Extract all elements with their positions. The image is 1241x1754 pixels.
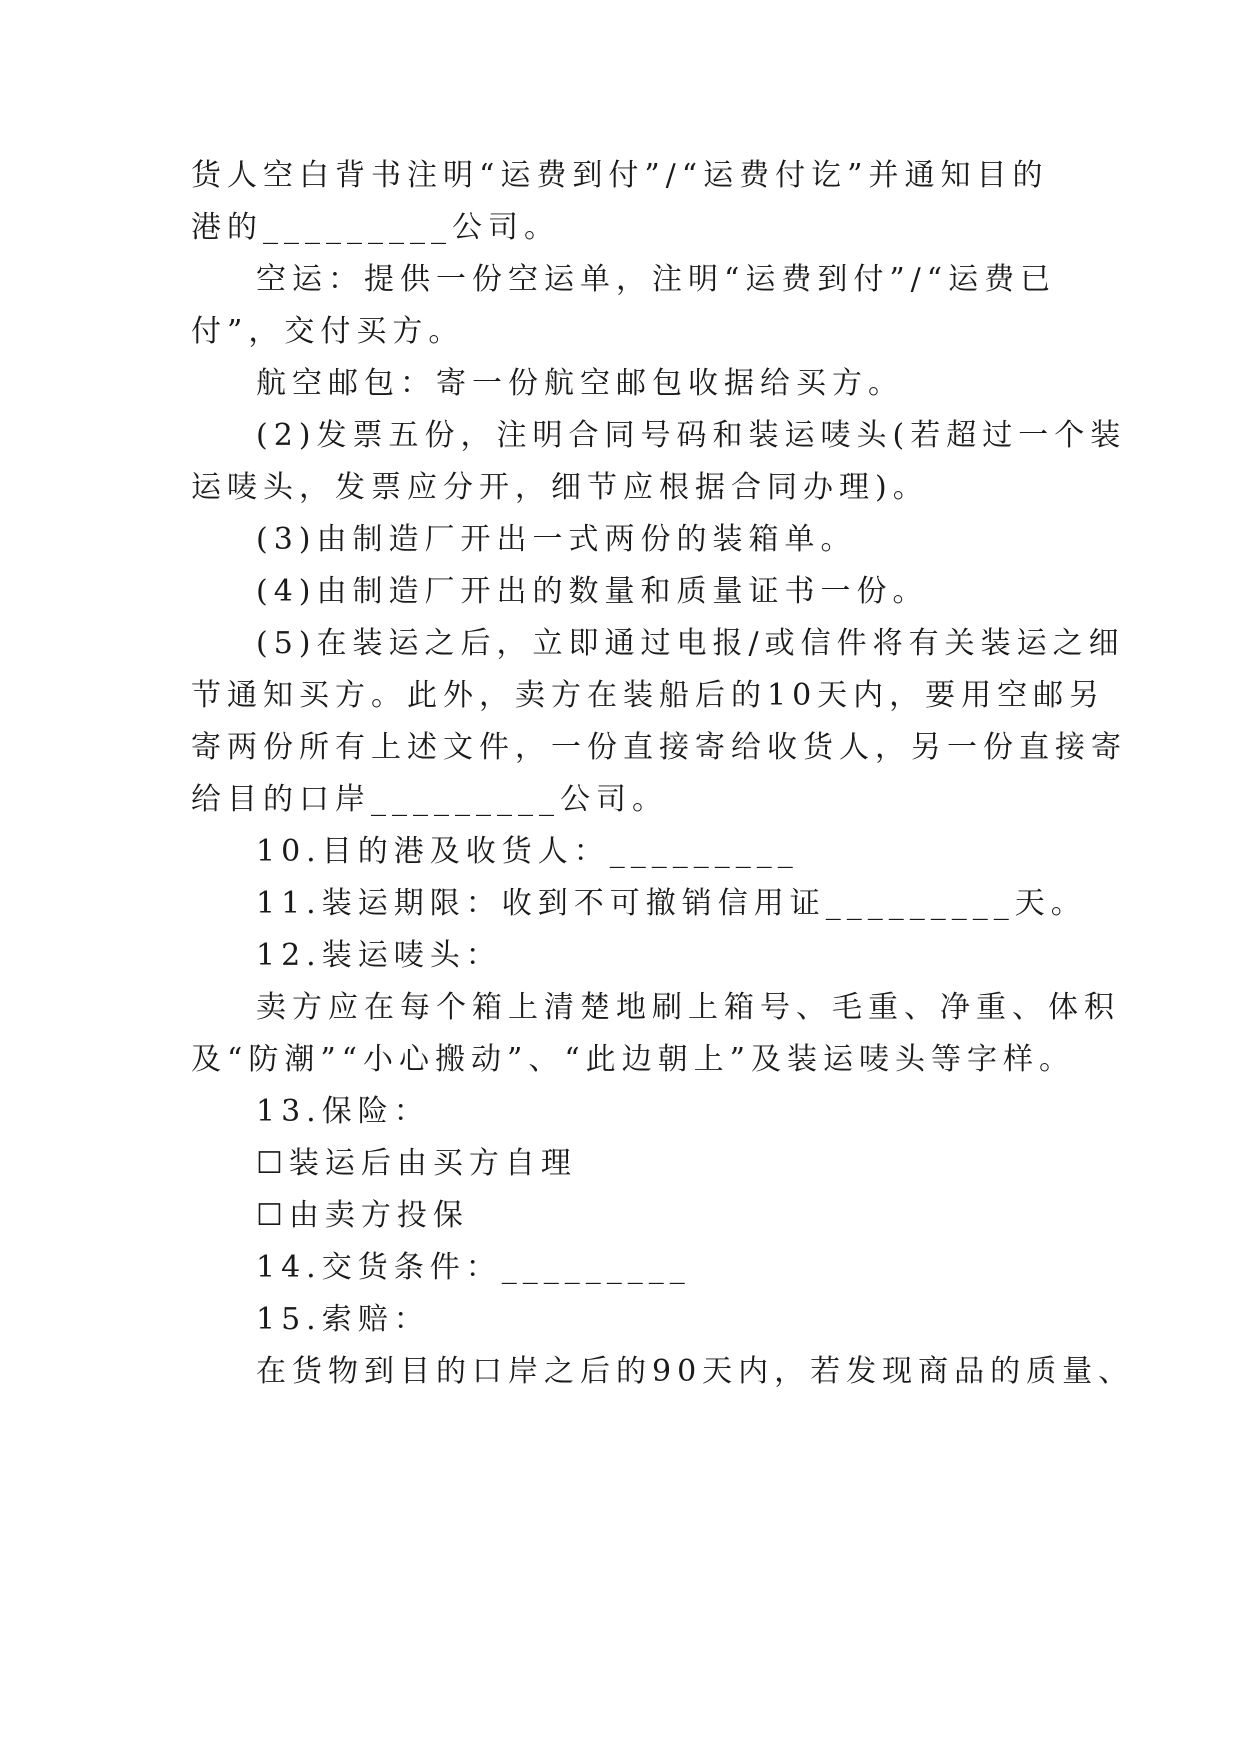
text-line: 11.装运期限：收到不可撤销信用证_________天。	[256, 886, 1087, 921]
text-line: 寄两份所有上述文件，一份直接寄给收货人，另一份直接寄	[191, 730, 1127, 765]
text-line: 节通知买方。此外，卖方在装船后的10天内，要用空邮另	[191, 678, 1106, 713]
text-line: 航空邮包：寄一份航空邮包收据给买方。	[256, 366, 904, 401]
text-line: 付”，交付买方。	[191, 314, 465, 349]
text-line: (4)由制造厂开出的数量和质量证书一份。	[256, 574, 929, 609]
text-line: 卖方应在每个箱上清楚地刷上箱号、毛重、净重、体积	[256, 990, 1120, 1025]
text-line: 12.装运唛头：	[256, 938, 502, 973]
text-line: 15.索赔：	[256, 1302, 430, 1337]
text-line: 在货物到目的口岸之后的90天内，若发现商品的质量、	[256, 1354, 1135, 1389]
text-line: 空运：提供一份空运单，注明“运费到付”/“运费已	[256, 262, 1057, 297]
text-line: 港的_________公司。	[191, 210, 560, 245]
text-line: 货人空白背书注明“运费到付”/“运费付讫”并通知目的	[191, 158, 1049, 193]
text-line: (3)由制造厂开出一式两份的装箱单。	[256, 522, 857, 557]
text-line: 10.目的港及收货人：_________	[256, 834, 799, 869]
checkbox-option-seller: ☐由卖方投保	[256, 1198, 469, 1233]
text-line: (5)在装运之后，立即通过电报/或信件将有关装运之细	[256, 626, 1125, 661]
text-line: 13.保险：	[256, 1094, 430, 1129]
text-line: 14.交货条件：_________	[256, 1250, 691, 1285]
checkbox-option-buyer: ☐装运后由买方自理	[256, 1146, 577, 1181]
text-line: (2)发票五份，注明合同号码和装运唛头(若超过一个装	[256, 418, 1127, 453]
text-line: 及“防潮”“小心搬动”、“此边朝上”及装运唛头等字样。	[191, 1042, 1076, 1077]
text-line: 运唛头，发票应分开，细节应根据合同办理)。	[191, 470, 929, 505]
text-line: 给目的口岸_________公司。	[191, 782, 668, 817]
